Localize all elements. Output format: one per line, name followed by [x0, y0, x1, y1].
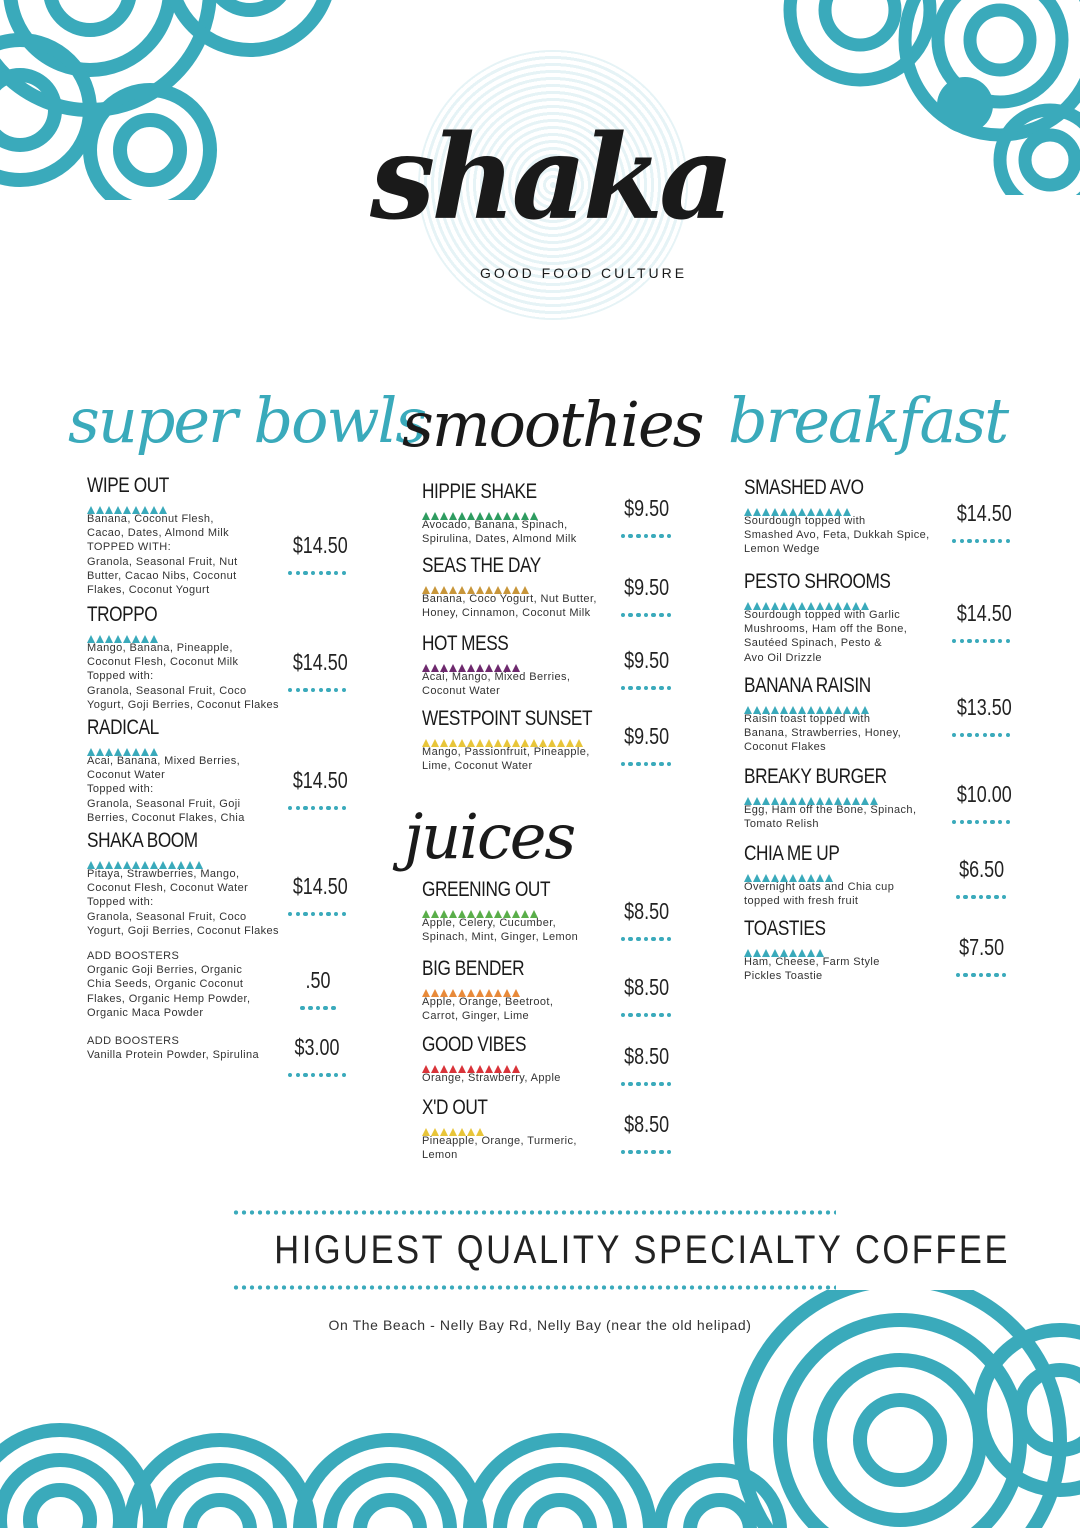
price: $14.50 — [950, 500, 1012, 536]
dotted-divider-top — [232, 1210, 836, 1215]
price: $8.50 — [618, 898, 674, 934]
item-description: Apple, Orange, Beetroot, Carrot, Ginger, Lime — [422, 996, 554, 1023]
address: On The Beach - Nelly Bay Rd, Nelly Bay (near the old helipad) — [328, 1317, 752, 1333]
price: $3.00 — [286, 1034, 348, 1070]
triangle-divider — [422, 1058, 561, 1067]
price: $9.50 — [618, 574, 674, 610]
menu-item-toasties — [744, 917, 880, 983]
menu-item-big-bender — [422, 957, 553, 1023]
menu-item-pesto-shrooms — [744, 570, 923, 665]
item-description: Sourdough topped with Smashed Avo, Feta, Dukkah Spice, Lemon Wedge — [744, 515, 930, 556]
triangle-divider — [422, 732, 629, 741]
item-name: RADICAL — [87, 716, 159, 739]
item-description: Mango, Banana, Pineapple, Coconut Flesh, Coconut Milk Topped with: Granola, Seasonal Fruit, Coco Yogurt, Goji Berries, Coconut Flakes — [87, 642, 279, 711]
menu-item-seas-the-day — [422, 554, 597, 620]
triangle-divider — [744, 699, 901, 708]
item-name: PESTO SHROOMS — [744, 570, 891, 593]
boosters-2 — [87, 1034, 259, 1062]
price: $8.50 — [618, 1043, 674, 1079]
item-description: Egg, Ham off the Bone, Spinach, Tomato Relish — [744, 804, 917, 831]
item-description: Orange, Strawberry, Apple — [422, 1072, 561, 1084]
item-description: Apple, Celery, Cucumber, Spinach, Mint, Ginger, Lemon — [422, 917, 579, 944]
price: $9.50 — [618, 723, 674, 759]
triangle-divider — [744, 867, 894, 876]
item-name: CHIA ME UP — [744, 842, 840, 865]
triangle-divider — [422, 903, 578, 912]
item-name: BIG BENDER — [422, 957, 525, 980]
menu-item-troppo — [87, 603, 279, 712]
juices-title: juices — [404, 800, 575, 873]
triangle-divider — [422, 657, 570, 666]
price: $14.50 — [286, 873, 348, 909]
price: .50 — [290, 967, 346, 1003]
price: $14.50 — [950, 600, 1012, 636]
wave-decoration-top-right — [770, 0, 1080, 195]
item-name: WIPE OUT — [87, 474, 169, 497]
triangle-divider — [744, 942, 880, 951]
item-description: Raisin toast topped with Banana, Strawberries, Honey, Coconut Flakes — [744, 713, 902, 754]
item-description: Ham, Cheese, Farm Style Pickles Toastie — [744, 956, 880, 983]
menu-item-greening-out — [422, 878, 578, 944]
item-name: TOASTIES — [744, 917, 826, 940]
price: $10.00 — [950, 781, 1012, 817]
triangle-divider — [422, 1121, 577, 1130]
price: $7.50 — [953, 934, 1009, 970]
item-description: Banana, Coconut Flesh, Cacao, Dates, Almond Milk TOPPED WITH: Granola, Seasonal Fruit, Nut Butter, Cacao Nibs, Coconut Flakes, Coconut Yogurt — [87, 513, 238, 597]
menu-item-good-vibes — [422, 1033, 561, 1085]
breakfast-title: breakfast — [728, 384, 1008, 457]
triangle-divider — [87, 628, 279, 637]
item-description: Acai, Banana, Mixed Berries, Coconut Water Topped with: Granola, Seasonal Fruit, Goji Berries, Coconut Flakes, Chia — [87, 755, 245, 824]
triangle-divider — [422, 982, 553, 991]
menu-item-wipe-out — [87, 474, 238, 597]
wave-decoration-top-left — [0, 0, 360, 200]
triangle-divider — [422, 505, 577, 514]
item-description: ADD BOOSTERS Organic Goji Berries, Organic Chia Seeds, Organic Coconut Flakes, Organic Hemp Powder, Organic Maca Powder — [87, 950, 251, 1019]
item-name: HOT MESS — [422, 632, 509, 655]
smoothies-title: smoothies — [402, 388, 703, 461]
menu-item-westpoint-sunset — [422, 707, 629, 773]
item-description: Sourdough topped with Garlic Mushrooms, Ham off the Bone, Sautéed Spinach, Pesto & Avo Oil Drizzle — [744, 609, 908, 664]
coffee-banner — [232, 1210, 1010, 1290]
boosters-1 — [87, 949, 250, 1020]
item-name: BREAKY BURGER — [744, 765, 887, 788]
item-description: Pitaya, Strawberries, Mango, Coconut Flesh, Coconut Water Topped with: Granola, Seasonal Fruit, Coco Yogurt, Goji Berries, Coconut Flakes — [87, 868, 279, 937]
price: $9.50 — [618, 495, 674, 531]
price: $14.50 — [286, 649, 348, 685]
price: $13.50 — [950, 694, 1012, 730]
menu-item-banana-raisin — [744, 674, 901, 755]
super-bowls-title: super bowls — [68, 384, 426, 457]
item-description: Acai, Mango, Mixed Berries, Coconut Water — [422, 671, 571, 698]
item-name: BANANA RAISIN — [744, 674, 871, 697]
triangle-divider — [744, 790, 918, 799]
dotted-divider-bottom — [232, 1285, 836, 1290]
price: $14.50 — [286, 767, 348, 803]
item-name: X'D OUT — [422, 1096, 488, 1119]
logo-wordmark: shaka — [370, 110, 731, 246]
item-name: TROPPO — [87, 603, 158, 626]
menu-item-xd-out — [422, 1096, 577, 1162]
price: $8.50 — [618, 1111, 674, 1147]
triangle-divider — [87, 854, 279, 863]
item-description: ADD BOOSTERS Vanilla Protein Powder, Spirulina — [87, 1035, 259, 1062]
triangle-divider — [744, 501, 930, 510]
menu-item-hot-mess — [422, 632, 570, 698]
menu-item-radical — [87, 716, 245, 825]
triangle-divider — [87, 499, 238, 508]
price: $9.50 — [618, 647, 674, 683]
menu-item-smashed-avo — [744, 476, 930, 557]
price: $14.50 — [286, 532, 348, 568]
menu-item-breaky-burger — [744, 765, 918, 831]
item-name: WESTPOINT SUNSET — [422, 707, 593, 730]
triangle-divider — [422, 579, 597, 588]
item-description: Mango, Passionfruit, Pineapple, Lime, Coconut Water — [422, 746, 590, 773]
item-description: Avocado, Banana, Spinach, Spirulina, Dates, Almond Milk — [422, 519, 577, 546]
triangle-divider — [744, 595, 923, 604]
logo — [370, 60, 731, 360]
item-description: Overnight oats and Chia cup topped with fresh fruit — [744, 881, 895, 908]
item-name: GREENING OUT — [422, 878, 551, 901]
item-description: Banana, Coco Yogurt, Nut Butter, Honey, Cinnamon, Coconut Milk — [422, 593, 597, 620]
coffee-text: HIGUEST QUALITY SPECIALTY COFFEE — [274, 1228, 1010, 1272]
item-name: SMASHED AVO — [744, 476, 864, 499]
price: $8.50 — [618, 974, 674, 1010]
item-name: HIPPIE SHAKE — [422, 480, 537, 503]
menu-item-chia-me-up — [744, 842, 894, 908]
item-description: Pineapple, Orange, Turmeric, Lemon — [422, 1135, 577, 1162]
menu-item-shaka-boom — [87, 829, 279, 938]
item-name: SHAKA BOOM — [87, 829, 198, 852]
logo-tagline: GOOD FOOD CULTURE — [480, 265, 688, 281]
menu-item-hippie-shake — [422, 480, 577, 546]
price: $6.50 — [953, 856, 1009, 892]
item-name: GOOD VIBES — [422, 1033, 527, 1056]
triangle-divider — [87, 741, 245, 750]
item-name: SEAS THE DAY — [422, 554, 541, 577]
